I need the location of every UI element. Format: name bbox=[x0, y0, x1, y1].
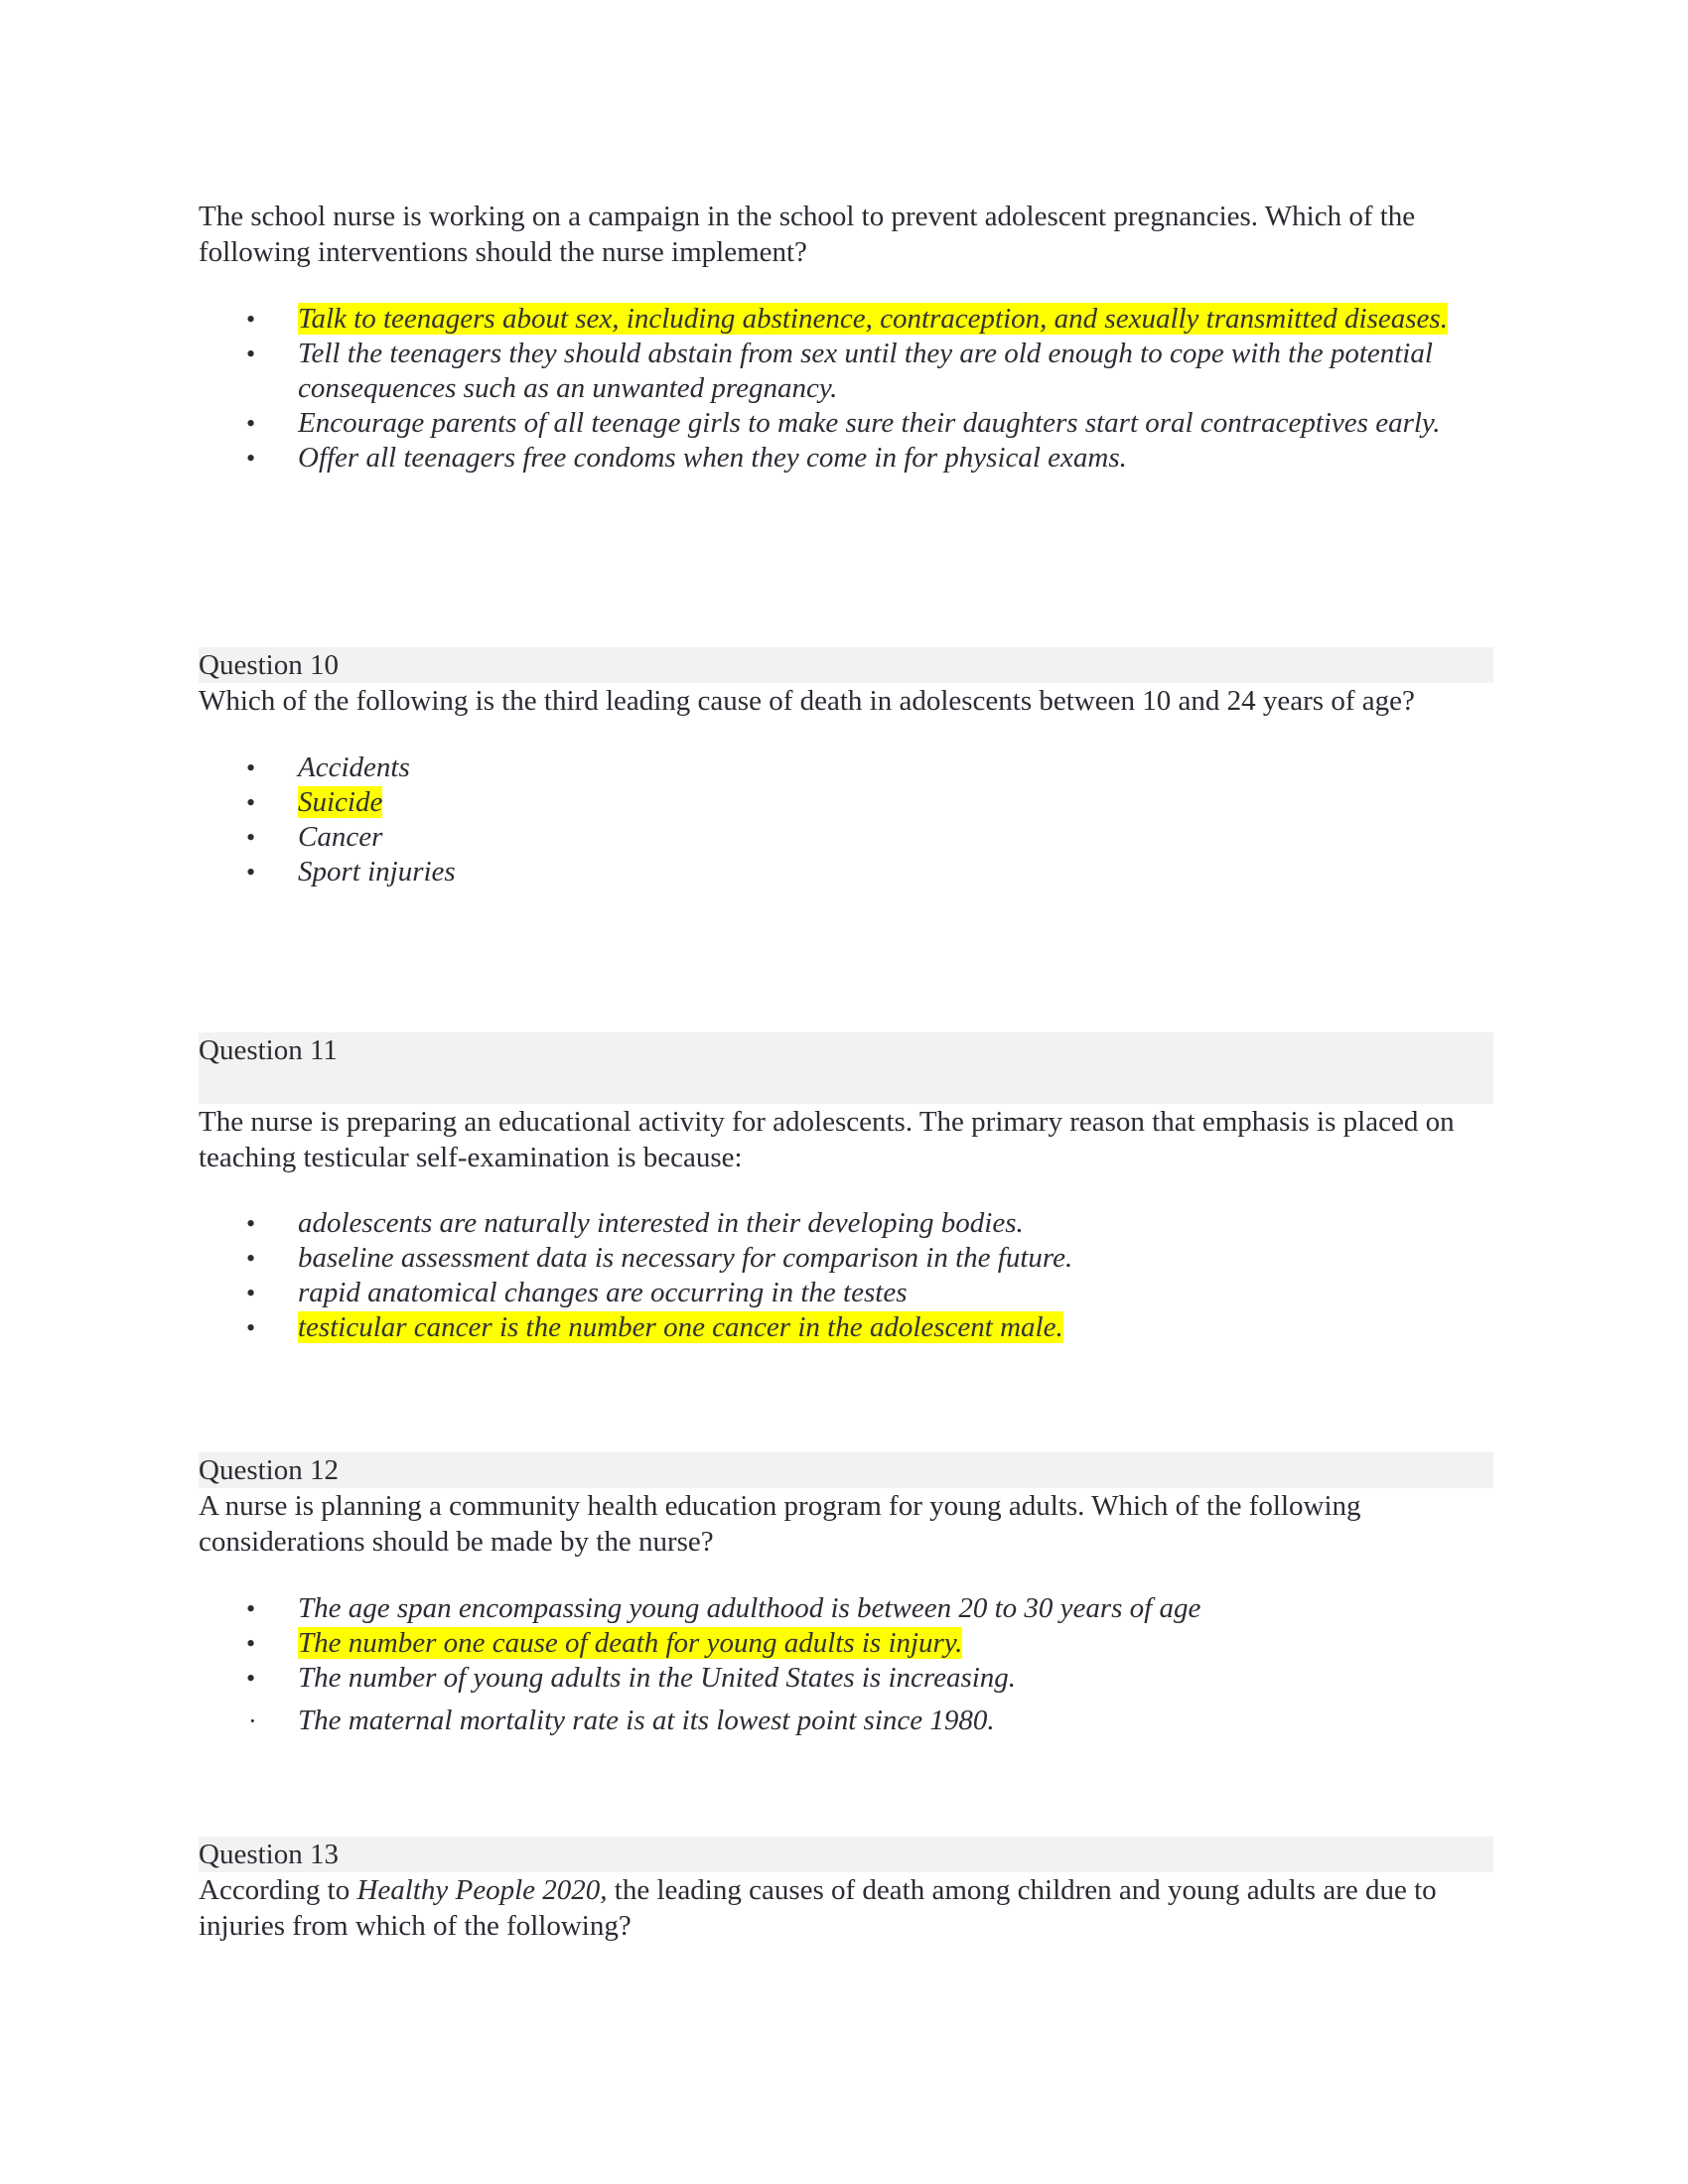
q10-option-1-text: Accidents bbox=[298, 751, 410, 783]
q10-option-2 bbox=[199, 785, 1489, 820]
q13-stem-after: the leading causes of death among children and young adults are due to injuries from which of the following? bbox=[199, 1874, 1437, 1942]
q12-option-3-text: The number of young adults in the United States is increasing. bbox=[298, 1662, 1017, 1694]
q13-stem-before: According to bbox=[199, 1874, 357, 1906]
q9-stem: The school nurse is working on a campaign in the school to prevent adolescent pregnancies. Which of the following interventions should the nurse implement? bbox=[199, 201, 1416, 268]
q9-option-2 bbox=[199, 337, 1489, 406]
q10-option-4 bbox=[199, 855, 1489, 889]
bullet-icon: • bbox=[246, 1664, 256, 1693]
q12-option-3 bbox=[199, 1661, 1489, 1696]
q11-stem: The nurse is preparing an educational activity for adolescents. The primary reason that emphasis is placed on teaching testicular self-examination is because: bbox=[199, 1106, 1455, 1173]
q11-option-3 bbox=[199, 1276, 1489, 1310]
q13-header-bar bbox=[199, 1837, 1493, 1872]
q13-stem-italic: Healthy People 2020, bbox=[356, 1874, 608, 1906]
q12-option-2 bbox=[199, 1626, 1489, 1661]
q12-option-4-text: The maternal mortality rate is at its lowest point since 1980. bbox=[298, 1705, 995, 1736]
q12-option-2-text: The number one cause of death for young adults is injury. bbox=[298, 1627, 963, 1659]
q11-option-4-text: testicular cancer is the number one cancer in the adolescent male. bbox=[298, 1311, 1063, 1343]
q13-title: Question 13 bbox=[199, 1839, 339, 1870]
bullet-icon: • bbox=[246, 788, 256, 817]
bullet-icon: • bbox=[246, 1209, 256, 1238]
bullet-icon: • bbox=[246, 1244, 256, 1273]
q9-option-1 bbox=[199, 302, 1489, 337]
q12-title: Question 12 bbox=[199, 1454, 339, 1486]
q12-header-bar bbox=[199, 1452, 1493, 1488]
q12-option-4 bbox=[199, 1704, 1489, 1738]
q10-stem: Which of the following is the third leading cause of death in adolescents between 10 and 24 years of age? bbox=[199, 685, 1415, 717]
bullet-icon: • bbox=[246, 1594, 256, 1623]
bullet-icon: • bbox=[246, 823, 256, 852]
bullet-icon: • bbox=[246, 1279, 256, 1307]
q13-stem bbox=[199, 1872, 1489, 1944]
q11-option-2-text: baseline assessment data is necessary for comparison in the future. bbox=[298, 1242, 1073, 1274]
q9-option-3-text: Encourage parents of all teenage girls to make sure their daughters start oral contraceptives early. bbox=[298, 407, 1441, 439]
q9-option-3 bbox=[199, 406, 1489, 441]
q11-option-1-text: adolescents are naturally interested in their developing bodies. bbox=[298, 1207, 1024, 1239]
q10-option-2-text: Suicide bbox=[298, 786, 383, 818]
q11-options bbox=[199, 1206, 1489, 1345]
q12-option-1-text: The age span encompassing young adulthood is between 20 to 30 years of age bbox=[298, 1592, 1201, 1624]
q12-option-1 bbox=[199, 1591, 1489, 1626]
bullet-icon: • bbox=[246, 340, 256, 368]
q11-option-4 bbox=[199, 1310, 1489, 1345]
q12-stem: A nurse is planning a community health education program for young adults. Which of the following considerations should be made by the nurse? bbox=[199, 1490, 1361, 1558]
q11-title: Question 11 bbox=[199, 1034, 338, 1066]
q9-options bbox=[199, 302, 1489, 476]
bullet-icon: • bbox=[246, 305, 256, 334]
q10-header-bar bbox=[199, 647, 1493, 683]
bullet-icon: • bbox=[246, 753, 256, 782]
q10-option-3-text: Cancer bbox=[298, 821, 383, 853]
bullet-icon: • bbox=[246, 444, 256, 473]
q9-option-4 bbox=[199, 441, 1489, 476]
q10-option-4-text: Sport injuries bbox=[298, 856, 456, 887]
q11-option-3-text: rapid anatomical changes are occurring in the testes bbox=[298, 1277, 908, 1308]
bullet-icon: • bbox=[246, 1313, 256, 1342]
q9-option-4-text: Offer all teenagers free condoms when they come in for physical exams. bbox=[298, 442, 1127, 474]
q9-option-1-text: Talk to teenagers about sex, including abstinence, contraception, and sexually transmitted diseases. bbox=[298, 303, 1448, 335]
small-bullet-icon: · bbox=[248, 1706, 257, 1735]
q11-option-2 bbox=[199, 1241, 1489, 1276]
q12-options bbox=[199, 1591, 1489, 1738]
q11-header-bar bbox=[199, 1032, 1493, 1104]
q9-option-2-text: Tell the teenagers they should abstain from sex until they are old enough to cope with the potential consequences such as an unwanted pregnancy. bbox=[298, 338, 1433, 404]
bullet-icon: • bbox=[246, 409, 256, 438]
q11-option-1 bbox=[199, 1206, 1489, 1241]
q10-title: Question 10 bbox=[199, 649, 339, 681]
q10-option-1 bbox=[199, 751, 1489, 785]
q10-option-3 bbox=[199, 820, 1489, 855]
bullet-icon: • bbox=[246, 1629, 256, 1658]
q10-options bbox=[199, 751, 1489, 889]
bullet-icon: • bbox=[246, 858, 256, 887]
